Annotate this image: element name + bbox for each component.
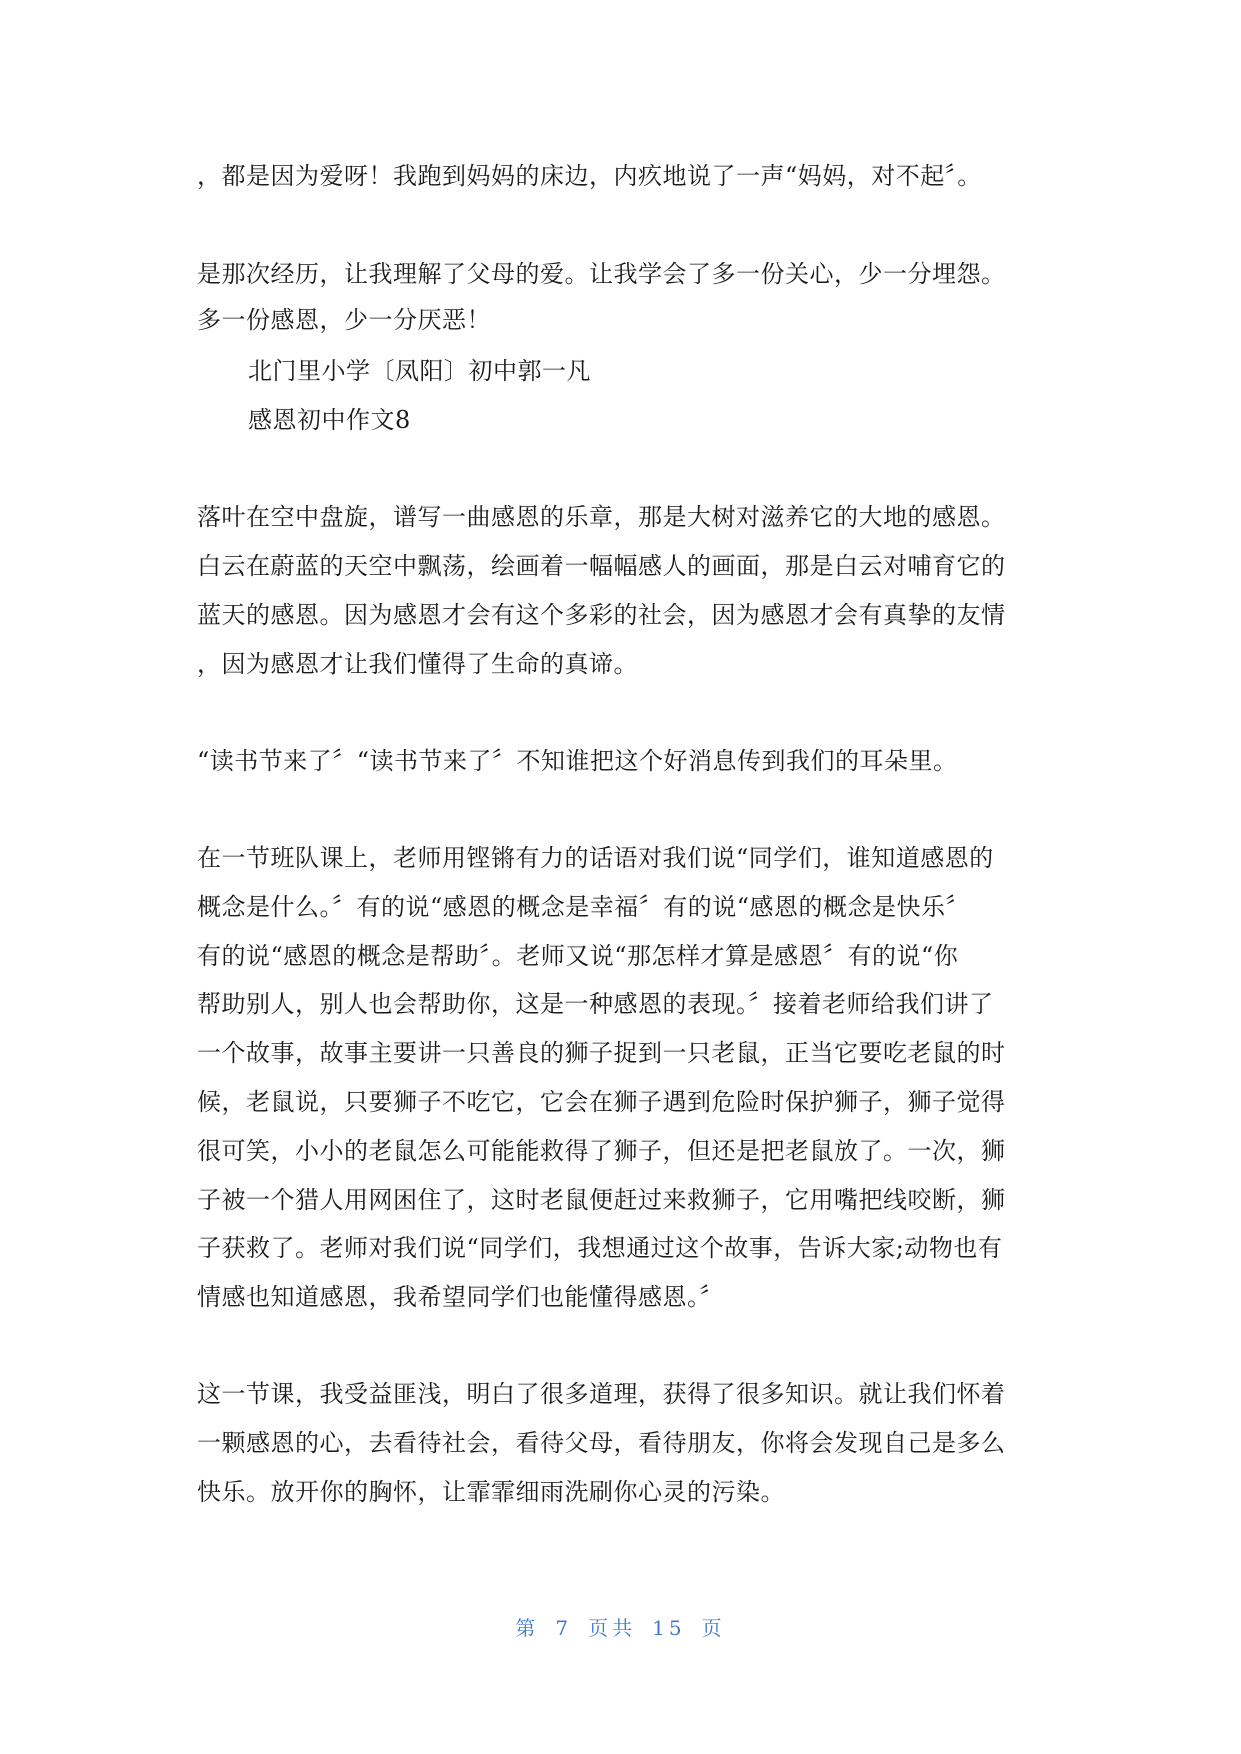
- page-label-mid: 页共: [588, 1616, 637, 1640]
- text-line: 是那次经历，让我理解了父母的爱。让我学会了多一份关心，少一分埋怨。: [197, 260, 1006, 288]
- text-line: 情感也知道感恩，我希望同学们也能懂得感恩。〞: [197, 1283, 724, 1311]
- text-line: 落叶在空中盘旋，谱写一曲感恩的乐章，那是大树对滋养它的大地的感恩。: [197, 503, 1006, 531]
- text-line: 一个故事，故事主要讲一只善良的狮子捉到一只老鼠，正当它要吃老鼠的时: [197, 1039, 1006, 1067]
- page-label-prefix: 第: [515, 1616, 540, 1640]
- text-line: 这一节课，我受益匪浅，明白了很多道理，获得了很多知识。就让我们怀着: [197, 1380, 1006, 1408]
- page-number-footer: [0, 1614, 1241, 1642]
- text-line: 候，老鼠说，只要狮子不吃它，它会在狮子遇到危险时保护狮子，狮子觉得: [197, 1088, 1006, 1116]
- text-line: “读书节来了〞“读书节来了〞不知谁把这个好消息传到我们的耳朵里。: [197, 747, 958, 775]
- text-line: 蓝天的感恩。因为感恩才会有这个多彩的社会，因为感恩才会有真挚的友情: [197, 601, 1006, 629]
- text-line: 一颗感恩的心，去看待社会，看待父母，看待朋友，你将会发现自己是多么: [197, 1429, 1006, 1457]
- text-line: 子获救了。老师对我们说“同学们，我想通过这个故事，告诉大家;动物也有: [197, 1234, 1003, 1262]
- text-line: 白云在蔚蓝的天空中飘荡，绘画着一幅幅感人的画面，那是白云对哺育它的: [197, 552, 1006, 580]
- text-line: 帮助别人，别人也会帮助你，这是一种感恩的表现。〞接着老师给我们讲了: [197, 990, 994, 1018]
- text-line: 子被一个猎人用网困住了，这时老鼠便赶过来救狮子，它用嘴把线咬断，狮: [197, 1186, 1006, 1214]
- text-line: 概念是什么。〞有的说“感恩的概念是幸福〞有的说“感恩的概念是快乐〞: [197, 893, 971, 921]
- current-page-number: 7: [555, 1616, 573, 1640]
- author-line: 北门里小学〔凤阳〕初中郭一凡: [248, 357, 591, 385]
- text-line: 很可笑，小小的老鼠怎么可能能救得了狮子，但还是把老鼠放了。一次，狮: [197, 1137, 1006, 1165]
- total-pages-number: 15: [652, 1616, 686, 1640]
- text-line: ，因为感恩才让我们懂得了生命的真谛。: [197, 650, 638, 678]
- page-label-suffix: 页: [701, 1616, 726, 1640]
- text-line: 多一份感恩，少一分厌恶！: [197, 306, 491, 334]
- text-line: ，都是因为爱呀！我跑到妈妈的床边，内疚地说了一声“妈妈，对不起〞。: [197, 162, 982, 190]
- text-line: 在一节班队课上，老师用铿锵有力的话语对我们说“同学们，谁知道感恩的: [197, 844, 994, 872]
- text-line: 快乐。放开你的胸怀，让霏霏细雨洗刷你心灵的污染。: [197, 1478, 785, 1506]
- text-line: 有的说“感恩的概念是帮助〞。老师又说“那怎样才算是感恩〞有的说“你: [197, 942, 959, 970]
- section-title: 感恩初中作文8: [248, 406, 411, 434]
